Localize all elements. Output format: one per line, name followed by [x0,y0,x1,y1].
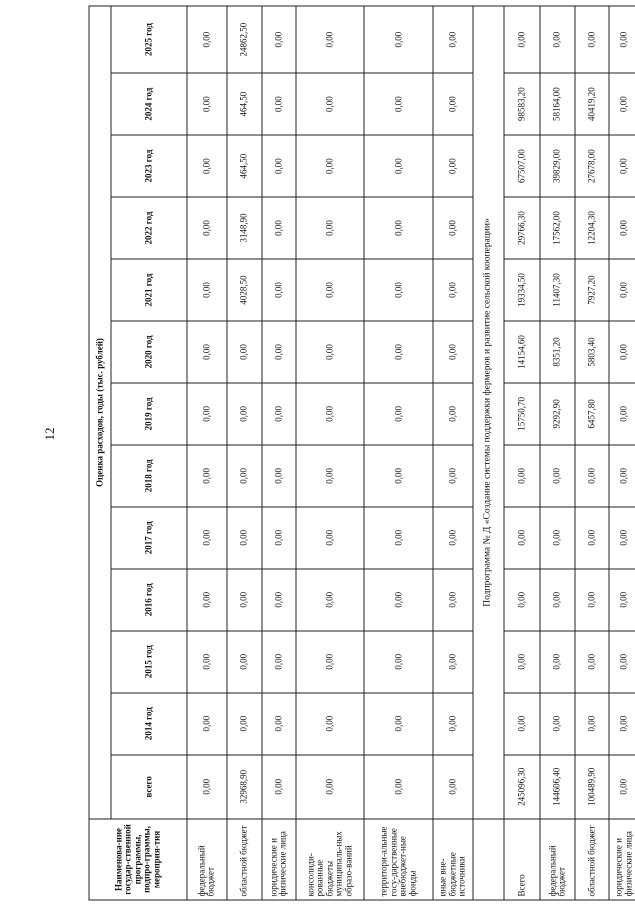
table-cell: 0,00 [539,506,574,568]
row-label: Всего [504,818,539,899]
table-cell: 4028,50 [226,259,261,321]
table-cell: 0,00 [226,382,261,444]
table-cell: 0,00 [608,135,635,197]
table-cell: 32968,90 [226,754,261,818]
table-cell: 0,00 [539,692,574,754]
table-cell: 0,00 [262,444,295,506]
table-row [226,6,261,900]
table-cell: 0,00 [433,73,473,135]
table-cell: 0,00 [433,382,473,444]
table-cell: 19334,50 [504,259,539,321]
table-cell: 0,00 [433,630,473,692]
table-cell: 0,00 [187,692,227,754]
table-cell: 0,00 [226,320,261,382]
table-cell: 0,00 [187,444,227,506]
table-cell: 0,00 [226,444,261,506]
table-cell: 0,00 [226,692,261,754]
table-cell: 0,00 [262,382,295,444]
table-row [575,6,608,900]
table-cell: 0,00 [433,444,473,506]
table-cell: 0,00 [295,382,364,444]
table-cell: 0,00 [575,692,608,754]
table-cell: 0,00 [575,506,608,568]
table-cell: 67507,00 [504,135,539,197]
table-cell: 0,00 [295,444,364,506]
table-cell: 0,00 [295,320,364,382]
table-cell: 0,00 [433,692,473,754]
table-cell: 0,00 [187,754,227,818]
table-row [608,6,635,900]
table-cell: 0,00 [433,135,473,197]
row-label: иные вне-бюджетные источники [433,818,473,899]
table-cell: 0,00 [433,197,473,259]
table-cell: 0,00 [575,568,608,630]
table-row [187,6,227,900]
column-header: 2023 год [111,135,187,197]
page-number: 12 [42,427,57,441]
table-cell: 39829,00 [539,135,574,197]
table-cell: 0,00 [364,320,433,382]
row-label: консолиди-рованные бюджеты муниципаль-ных образо-ваний [295,818,364,899]
column-header: всего [111,754,187,818]
subprogram-title: Подпрограмма № Д «Создание системы поддержки фермеров и развитие сельской кооперации» [472,6,503,819]
table-cell: 0,00 [608,6,635,73]
table-cell: 0,00 [539,630,574,692]
table-cell: 0,00 [433,506,473,568]
table-cell: 0,00 [295,754,364,818]
table-cell: 0,00 [226,506,261,568]
row-label: федеральный бюджет [187,818,227,899]
table-cell: 0,00 [295,692,364,754]
table-cell: 0,00 [364,135,433,197]
table-row [295,6,364,900]
column-header: 2022 год [111,197,187,259]
table-cell: 0,00 [608,754,635,818]
table-cell: 0,00 [187,135,227,197]
table-cell: 58164,00 [539,73,574,135]
table-cell: 0,00 [295,568,364,630]
table-cell: 0,00 [187,382,227,444]
table-cell: 7927,20 [575,259,608,321]
table-row [364,6,433,900]
table-row [262,6,295,900]
row-label: областной бюджет [575,818,608,899]
table-cell: 0,00 [262,754,295,818]
table-cell: 0,00 [187,6,227,73]
header-years-row [111,6,187,900]
table-cell: 0,00 [262,73,295,135]
table-cell: 0,00 [295,73,364,135]
table-cell: 0,00 [364,444,433,506]
table-cell: 40419,20 [575,73,608,135]
table-cell: 0,00 [608,197,635,259]
table-cell: 5803,40 [575,320,608,382]
table-cell: 0,00 [295,135,364,197]
table-cell: 0,00 [262,320,295,382]
rotated-table-container [88,5,635,900]
table-cell: 0,00 [187,630,227,692]
table-cell: 0,00 [262,135,295,197]
table-cell: 0,00 [504,6,539,73]
table-cell: 0,00 [364,568,433,630]
table-cell: 0,00 [433,6,473,73]
column-header: 2017 год [111,506,187,568]
table-cell: 0,00 [539,6,574,73]
table-cell: 464,50 [226,135,261,197]
table-cell: 0,00 [504,568,539,630]
row-label: юридические и физические лица [262,818,295,899]
table-cell: 0,00 [608,382,635,444]
table-cell: 0,00 [608,692,635,754]
table-cell: 0,00 [504,630,539,692]
table-cell: 6457,80 [575,382,608,444]
table-cell: 0,00 [187,568,227,630]
table-cell: 0,00 [364,630,433,692]
table-cell: 14154,60 [504,320,539,382]
table-cell: 144606,40 [539,754,574,818]
table-cell: 9292,90 [539,382,574,444]
table-cell: 0,00 [295,630,364,692]
table-cell: 29766,30 [504,197,539,259]
table-cell: 0,00 [608,568,635,630]
table-cell: 0,00 [187,506,227,568]
table-cell: 0,00 [608,259,635,321]
table-cell: 0,00 [539,568,574,630]
table-cell: 0,00 [575,444,608,506]
table-cell: 0,00 [262,506,295,568]
table-cell: 0,00 [433,754,473,818]
table-row [504,6,539,900]
table-cell: 0,00 [539,444,574,506]
table-cell: 0,00 [364,506,433,568]
table-cell: 0,00 [187,197,227,259]
table-cell: 3148,90 [226,197,261,259]
table-cell: 0,00 [364,754,433,818]
row-label: юридические и физические лица [608,818,635,899]
table-cell: 0,00 [262,197,295,259]
table-cell: 0,00 [504,692,539,754]
column-header: 2025 год [111,6,187,73]
table-cell: 0,00 [433,259,473,321]
table-cell: 0,00 [608,73,635,135]
column-header: 2019 год [111,382,187,444]
column-header: 2018 год [111,444,187,506]
table-cell: 0,00 [608,444,635,506]
table-cell: 0,00 [364,692,433,754]
header-program-name: Наименова-ние государ-ственной программы, подпро-граммы, мероприя-тия [89,818,187,899]
table-cell: 98583,20 [504,73,539,135]
table-cell: 0,00 [504,506,539,568]
header-expense-estimate: Оценка расходов, годы (тыс. рублей) [89,6,111,819]
table-cell: 0,00 [364,73,433,135]
column-header: 2016 год [111,568,187,630]
table-cell: 0,00 [575,630,608,692]
table-cell: 0,00 [262,6,295,73]
table-cell: 0,00 [226,568,261,630]
table-cell: 0,00 [226,630,261,692]
table-cell: 245096,30 [504,754,539,818]
expenditure-table [88,5,635,900]
table-cell: 12204,30 [575,197,608,259]
table-cell: 0,00 [433,568,473,630]
table-cell: 0,00 [364,197,433,259]
table-cell: 0,00 [608,630,635,692]
table-cell: 0,00 [295,259,364,321]
table-cell: 15750,70 [504,382,539,444]
table-cell: 8351,20 [539,320,574,382]
column-header: 2014 год [111,692,187,754]
table-row [433,6,473,900]
table-cell: 0,00 [262,568,295,630]
row-label: федеральный бюджет [539,818,574,899]
table-cell: 100489,90 [575,754,608,818]
table-cell: 11407,30 [539,259,574,321]
table-cell: 24862,50 [226,6,261,73]
table-cell: 0,00 [433,320,473,382]
table-cell: 0,00 [504,444,539,506]
table-cell: 0,00 [295,506,364,568]
column-header: 2020 год [111,320,187,382]
table-cell: 0,00 [187,320,227,382]
column-header: 2024 год [111,73,187,135]
table-row [539,6,574,900]
subprogram-row [472,6,503,900]
column-header: 2015 год [111,630,187,692]
row-label: областной бюджет [226,818,261,899]
table-cell: 17562,00 [539,197,574,259]
table-cell: 0,00 [187,73,227,135]
table-cell: 0,00 [608,320,635,382]
subprogram-empty-cell [472,818,503,899]
row-label: территори-альные госу-дарственные внебюджет-ные фонды [364,818,433,899]
table-cell: 0,00 [262,630,295,692]
table-cell: 0,00 [187,259,227,321]
table-cell: 0,00 [262,259,295,321]
table-cell: 27678,00 [575,135,608,197]
table-cell: 0,00 [364,382,433,444]
table-cell: 0,00 [295,197,364,259]
table-cell: 0,00 [364,6,433,73]
column-header: 2021 год [111,259,187,321]
table-cell: 464,50 [226,73,261,135]
table-cell: 0,00 [262,692,295,754]
table-cell: 0,00 [608,506,635,568]
table-cell: 0,00 [364,259,433,321]
table-cell: 0,00 [295,6,364,73]
table-cell: 0,00 [575,6,608,73]
